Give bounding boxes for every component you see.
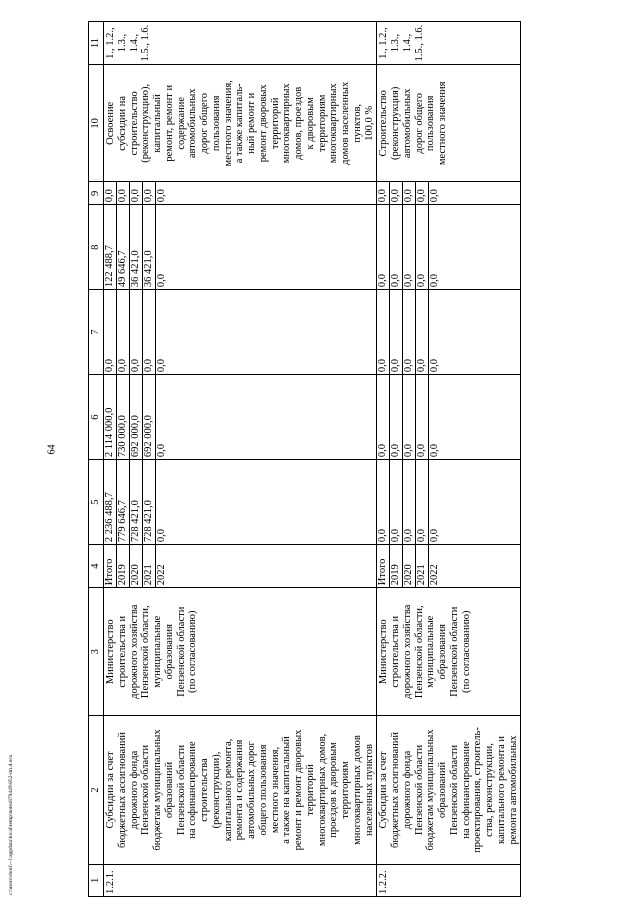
value-cell: 0,0 bbox=[416, 205, 429, 289]
value-cell: 0,0 bbox=[390, 290, 403, 374]
value-cell: 0,0 bbox=[143, 182, 156, 204]
linked-indicators: 1., 1.2., 1.3., 1.4., 1.5., 1.6. bbox=[377, 22, 521, 65]
page-number: 64 bbox=[46, 444, 58, 455]
year-values-c9 bbox=[104, 182, 377, 205]
value-cell: 0,0 bbox=[390, 205, 403, 289]
year-values-c6 bbox=[377, 375, 521, 460]
col-header-1: 1 bbox=[89, 864, 104, 896]
activity-name: Субсидии за счет бюджетных ассигнований дорожного фонда Пензенской области бюджетам муниципальных образований Пензенской области на софинансирование проектирования, строитель- ства, реконструкции, капитального ремонта и ремонта автомобильных bbox=[377, 716, 521, 864]
year-label: 2020 bbox=[403, 545, 416, 587]
table-row bbox=[104, 22, 377, 897]
program-activities-table bbox=[88, 21, 521, 897]
value-cell: 0,0 bbox=[390, 182, 403, 204]
value-cell: 0,0 bbox=[156, 189, 167, 203]
value-cell: 730 000,0 bbox=[117, 375, 130, 459]
value-cell: 0,0 bbox=[377, 290, 390, 374]
value-cell: 779 646,7 bbox=[117, 460, 130, 544]
target-indicator: Строительство (реконструкция) автомобильных дорог общего пользования местного значения bbox=[377, 65, 521, 182]
value-cell: 0,0 bbox=[416, 375, 429, 459]
value-cell: 0,0 bbox=[390, 375, 403, 459]
rotated-table-container bbox=[88, 21, 528, 897]
value-cell: 0,0 bbox=[156, 274, 167, 288]
col-header-10: 10 bbox=[89, 65, 104, 182]
value-cell: 0,0 bbox=[156, 444, 167, 458]
value-cell: 0,0 bbox=[403, 375, 416, 459]
value-cell: 0,0 bbox=[117, 182, 130, 204]
executor: Министерство строительства и дорожного хозяйства Пензенской области, муниципальные образования Пензенской области (по согласованию) bbox=[377, 588, 521, 716]
year-values-c7 bbox=[377, 290, 521, 375]
value-cell: 0,0 bbox=[429, 529, 441, 543]
year-label: 2021 bbox=[416, 545, 429, 587]
target-indicator: Освоение субсидии на строительство (реконструкцию), капитальный ремонт, ремонт и содержание автомобильных дорог общего пользования местного значения, а также капиталь- ный ремонт и ремонт дворовых территорий многоквартирных домов, проездов к дворовым территориям многоквартирных домов населенных пунктов, 100,0 % bbox=[104, 65, 377, 182]
value-cell: 692 000,0 bbox=[130, 375, 143, 459]
value-cell: 0,0 bbox=[130, 182, 143, 204]
column-number-row bbox=[89, 22, 104, 897]
col-header-5: 5 bbox=[89, 460, 104, 545]
year-values-c8 bbox=[377, 205, 521, 290]
value-cell: 0,0 bbox=[377, 182, 390, 204]
value-cell: 36 421,0 bbox=[143, 205, 156, 289]
year-values-year bbox=[377, 545, 521, 588]
value-cell: 0,0 bbox=[130, 290, 143, 374]
col-header-3: 3 bbox=[89, 588, 104, 716]
value-cell: 692 000,0 bbox=[143, 375, 156, 459]
value-cell: 0,0 bbox=[377, 205, 390, 289]
col-header-7: 7 bbox=[89, 290, 104, 375]
value-cell: 0,0 bbox=[429, 189, 441, 203]
value-cell: 49 646,7 bbox=[117, 205, 130, 289]
row-number: 1.2.2. bbox=[377, 864, 521, 896]
value-cell: 0,0 bbox=[104, 182, 117, 204]
col-header-2: 2 bbox=[89, 716, 104, 864]
year-label: 2022 bbox=[156, 564, 167, 586]
value-cell: 0,0 bbox=[416, 460, 429, 544]
col-header-8: 8 bbox=[89, 205, 104, 290]
col-header-6: 6 bbox=[89, 375, 104, 460]
year-label: Итого bbox=[377, 545, 390, 587]
value-cell: 2 236 488,7 bbox=[104, 460, 117, 544]
value-cell: 0,0 bbox=[429, 359, 441, 373]
year-label: 2021 bbox=[143, 545, 156, 587]
year-label: 2019 bbox=[390, 545, 403, 587]
row-number: 1.2.1. bbox=[104, 864, 377, 896]
value-cell: 0,0 bbox=[156, 529, 167, 543]
year-values-c8 bbox=[104, 205, 377, 290]
activity-name: Субсидии за счет бюджетных ассигнований дорожного фонда Пензенской области бюджетам муниципальных образований Пензенской области на софинансирование строительства (реконструкции), капитального ремонта, ремонта и содержания автомобильных дорог общего пользования местного значения, а также на капитальный ремонт и ремонт дворовых территорий многоквартирных домов, проездов к дворовым территориям многоквартирных домов населенных пунктов bbox=[104, 716, 377, 864]
col-header-11: 11 bbox=[89, 22, 104, 65]
linked-indicators: 1., 1.2., 1.3., 1.4., 1.5., 1.6. bbox=[104, 22, 377, 65]
value-cell: 0,0 bbox=[104, 290, 117, 374]
col-header-4: 4 bbox=[89, 545, 104, 588]
value-cell: 0,0 bbox=[117, 290, 130, 374]
value-cell: 0,0 bbox=[403, 205, 416, 289]
year-values-total bbox=[377, 460, 521, 545]
value-cell: 0,0 bbox=[377, 375, 390, 459]
value-cell: 0,0 bbox=[143, 290, 156, 374]
year-values-total bbox=[104, 460, 377, 545]
value-cell: 122 488,7 bbox=[104, 205, 117, 289]
value-cell: 0,0 bbox=[156, 359, 167, 373]
year-label: Итого bbox=[104, 545, 117, 587]
year-values-c9 bbox=[377, 182, 521, 205]
footer-file-path: c:\users\sbori\~1\appdata\local\temp\notes879449\852-пп.d.ocx bbox=[8, 754, 14, 895]
value-cell: 0,0 bbox=[429, 444, 441, 458]
year-label: 2022 bbox=[429, 564, 441, 586]
value-cell: 728 421,0 bbox=[143, 460, 156, 544]
value-cell: 0,0 bbox=[416, 182, 429, 204]
value-cell: 0,0 bbox=[390, 460, 403, 544]
value-cell: 728 421,0 bbox=[130, 460, 143, 544]
year-values-year bbox=[104, 545, 377, 588]
col-header-9: 9 bbox=[89, 182, 104, 205]
value-cell: 0,0 bbox=[403, 290, 416, 374]
value-cell: 0,0 bbox=[403, 182, 416, 204]
value-cell: 36 421,0 bbox=[130, 205, 143, 289]
year-values-c7 bbox=[104, 290, 377, 375]
year-label: 2020 bbox=[130, 545, 143, 587]
value-cell: 0,0 bbox=[416, 290, 429, 374]
table-row bbox=[377, 22, 521, 897]
value-cell: 0,0 bbox=[429, 274, 441, 288]
executor: Министерство строительства и дорожного хозяйства Пензенской области, муниципальные образования Пензенской области (по согласованию) bbox=[104, 588, 377, 716]
value-cell: 2 114 000,0 bbox=[104, 375, 117, 459]
value-cell: 0,0 bbox=[403, 460, 416, 544]
year-label: 2019 bbox=[117, 545, 130, 587]
value-cell: 0,0 bbox=[377, 460, 390, 544]
year-values-c6 bbox=[104, 375, 377, 460]
